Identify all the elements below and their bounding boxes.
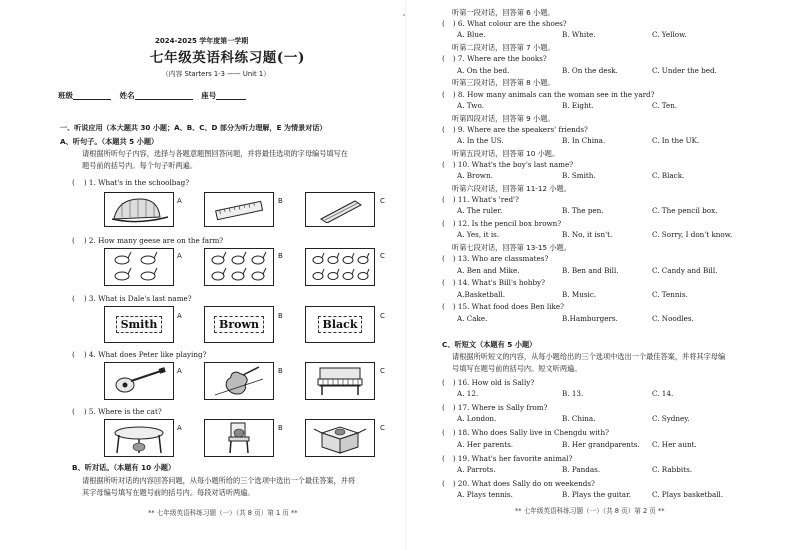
part-a-instruction-2: 题号前的括号内。每个句子听两遍。 bbox=[82, 161, 198, 170]
question-row bbox=[442, 479, 595, 488]
dialogue-note: 听第四段对话，回答第 9 小题。 bbox=[452, 113, 555, 123]
option-a[interactable]: A. Blue. bbox=[457, 30, 486, 40]
option-c[interactable]: C. Sorry, I don't know. bbox=[652, 230, 733, 240]
answer-close[interactable]: ) bbox=[83, 294, 87, 303]
answer-close[interactable]: ) bbox=[83, 407, 87, 416]
answer-open[interactable]: ( bbox=[442, 54, 445, 64]
answer-open[interactable]: ( bbox=[72, 236, 75, 245]
part-b-title: B、听对话。（本题有 10 小题） bbox=[72, 463, 176, 472]
option-a[interactable]: A. Her parents. bbox=[457, 439, 514, 449]
option-c[interactable]: C. Under the bed. bbox=[652, 65, 717, 75]
option-label-c: C bbox=[380, 424, 385, 432]
question-text: 19. What's her favorite animal? bbox=[457, 453, 573, 463]
class-label: 班级 bbox=[58, 91, 73, 100]
answer-open[interactable]: ( bbox=[442, 89, 445, 99]
dialogue-note: 听第二段对话，回答第 7 小题。 bbox=[452, 43, 555, 53]
ruler-icon bbox=[214, 198, 264, 222]
part-a-instruction: 请根据所听句子内容，选择与各题意题图回答问题，并将最佳选项的字母编号填写在 bbox=[82, 149, 348, 158]
name-card-black: Black bbox=[318, 316, 363, 334]
option-c[interactable]: C. 14. bbox=[652, 389, 674, 399]
option-a[interactable]: A. The ruler. bbox=[457, 206, 503, 216]
violin-icon bbox=[209, 365, 269, 397]
answer-open[interactable]: ( bbox=[442, 195, 445, 205]
option-label-b: B bbox=[278, 252, 283, 260]
option-image-b[interactable] bbox=[204, 248, 274, 286]
answer-open[interactable]: ( bbox=[442, 302, 445, 312]
option-image-a[interactable] bbox=[104, 248, 174, 286]
option-a[interactable]: A. 12. bbox=[457, 389, 479, 399]
option-a[interactable]: A. Parrots. bbox=[457, 464, 496, 474]
question-text: 5. Where is the cat? bbox=[88, 407, 162, 416]
option-label-a: A bbox=[177, 197, 182, 205]
geese-icon bbox=[108, 250, 170, 284]
option-label-c: C bbox=[380, 252, 385, 260]
question-text: 12. Is the pencil box brown? bbox=[457, 219, 562, 229]
info-fields bbox=[58, 91, 246, 100]
name-card-smith: Smith bbox=[116, 316, 163, 334]
piano-icon bbox=[312, 365, 368, 397]
part-a-title: A、听句子。（本题共 5 小题） bbox=[60, 137, 159, 146]
question-text: 3. What is Dale's last name? bbox=[88, 294, 192, 303]
option-image-c[interactable] bbox=[305, 306, 375, 343]
option-b[interactable]: B. Ben and Bill. bbox=[562, 265, 619, 275]
option-image-c[interactable] bbox=[305, 419, 375, 457]
answer-close[interactable]: ) bbox=[452, 302, 456, 312]
option-c[interactable]: C. Ten. bbox=[652, 100, 678, 110]
option-c[interactable]: C. Her aunt. bbox=[652, 439, 697, 449]
option-a[interactable]: A. Plays tennis. bbox=[457, 490, 513, 499]
answer-open[interactable]: ( bbox=[442, 19, 445, 29]
option-c[interactable]: C. Sydney. bbox=[652, 414, 690, 424]
answer-close[interactable]: ) bbox=[83, 236, 87, 245]
question-5 bbox=[72, 407, 162, 416]
answer-close[interactable]: ) bbox=[452, 254, 456, 264]
question-row bbox=[442, 90, 655, 99]
question-text: 18. Who does Sally live in Chengdu with? bbox=[457, 428, 609, 438]
question-text: 16. How old is Sally? bbox=[457, 378, 535, 387]
page-title: 七年级英语科练习题(一) bbox=[150, 50, 305, 66]
part-c-instruction: 请根据所听短文的内容，从每小题给出的三个选项中选出一个最佳答案，并将其字母编 bbox=[452, 352, 726, 361]
option-a[interactable]: A. Brown. bbox=[457, 171, 493, 181]
option-b[interactable]: B.Hamburgers. bbox=[562, 313, 618, 323]
answer-close[interactable]: ) bbox=[452, 89, 456, 99]
option-label-b: B bbox=[278, 424, 283, 432]
option-a[interactable]: A.Basketball. bbox=[457, 289, 505, 299]
scope-line: （内容 Starters 1-3 —— Unit 1） bbox=[162, 70, 270, 78]
question-row bbox=[442, 195, 519, 204]
option-c[interactable]: C. Rabbits. bbox=[652, 464, 693, 474]
option-c[interactable]: C. In the UK. bbox=[652, 136, 700, 145]
question-row bbox=[442, 19, 567, 28]
question-text: 2. How many geese are on the farm? bbox=[88, 236, 224, 245]
option-b[interactable]: B. Eight. bbox=[562, 100, 594, 110]
question-2 bbox=[72, 236, 223, 245]
question-text: 4. What does Peter like playing? bbox=[88, 350, 207, 359]
option-image-b[interactable] bbox=[204, 362, 274, 400]
geese-icon bbox=[309, 250, 371, 284]
answer-close[interactable]: ) bbox=[452, 453, 456, 463]
option-image-c[interactable] bbox=[305, 362, 375, 400]
answer-open[interactable]: ( bbox=[442, 254, 445, 264]
cap-icon bbox=[108, 195, 170, 225]
cat-in-box-icon bbox=[312, 421, 368, 455]
option-a[interactable]: A. London. bbox=[457, 414, 497, 424]
cat-on-chair-icon bbox=[219, 421, 259, 455]
answer-open[interactable]: ( bbox=[72, 294, 75, 303]
part-c-title: C、听短文（本题有 5 小题） bbox=[442, 340, 537, 349]
answer-close[interactable]: ) bbox=[452, 160, 456, 169]
option-b[interactable]: B. Smith. bbox=[562, 171, 596, 181]
question-row bbox=[442, 160, 573, 169]
option-c[interactable]: C. Candy and Bill. bbox=[652, 265, 718, 275]
answer-close[interactable]: ) bbox=[452, 403, 456, 413]
question-row bbox=[442, 403, 547, 412]
question-4 bbox=[72, 350, 206, 359]
pencil-case-icon bbox=[315, 197, 365, 223]
question-row bbox=[442, 125, 588, 134]
option-c[interactable]: C. Tennis. bbox=[652, 289, 688, 299]
question-text: 17. Where is Sally from? bbox=[457, 403, 548, 413]
page-fold bbox=[405, 0, 406, 550]
option-c[interactable]: C. Noodles. bbox=[652, 313, 694, 323]
option-image-a[interactable] bbox=[104, 362, 174, 400]
question-row bbox=[442, 428, 609, 437]
option-image-a[interactable] bbox=[104, 192, 174, 227]
dialogue-note: 听第六段对话，回答第 11-12 小题。 bbox=[452, 184, 571, 193]
name-label: 姓名 bbox=[119, 91, 135, 100]
answer-close[interactable]: ) bbox=[452, 219, 456, 229]
question-text: 15. What food does Ben like? bbox=[457, 302, 564, 312]
question-text: 10. What's the boy's last name? bbox=[457, 160, 574, 169]
page-footer-right: ** 七年级英语科练习题（一）（共 8 页）第 2 页 ** bbox=[515, 507, 665, 515]
part-b-instruction-2: 其字母编号填写在题号前的括号内。每段对话听两遍。 bbox=[82, 488, 255, 497]
answer-open[interactable]: ( bbox=[72, 178, 75, 187]
scan-speck bbox=[403, 14, 405, 16]
option-a[interactable]: A. On the bed. bbox=[457, 65, 510, 75]
class-field[interactable] bbox=[73, 92, 111, 100]
option-image-b[interactable] bbox=[204, 192, 274, 227]
option-b[interactable]: B. 13. bbox=[562, 389, 584, 399]
option-label-b: B bbox=[278, 197, 283, 205]
option-label-c: C bbox=[380, 312, 385, 320]
seat-label: 座号 bbox=[201, 91, 217, 100]
answer-close[interactable]: ) bbox=[452, 195, 456, 205]
question-row bbox=[442, 54, 547, 63]
dialogue-note: 听第七段对话，回答第 13-15 小题。 bbox=[452, 243, 571, 253]
option-b[interactable]: B. On the desk. bbox=[562, 65, 618, 75]
seat-field[interactable] bbox=[216, 92, 246, 100]
question-text: 9. Where are the speakers' friends? bbox=[457, 124, 588, 134]
option-c[interactable]: C. Plays basketball. bbox=[652, 490, 724, 499]
option-b[interactable]: B. Plays the guitar. bbox=[562, 490, 631, 499]
answer-close[interactable]: ) bbox=[452, 124, 456, 134]
option-image-b[interactable] bbox=[204, 419, 274, 457]
question-text: 20. What does Sally do on weekends? bbox=[457, 478, 595, 488]
answer-open[interactable]: ( bbox=[442, 403, 445, 413]
question-row bbox=[442, 254, 548, 263]
answer-open[interactable]: ( bbox=[442, 378, 445, 387]
answer-close[interactable]: ) bbox=[83, 350, 87, 359]
option-image-c[interactable] bbox=[305, 192, 375, 227]
answer-open[interactable]: ( bbox=[442, 124, 445, 134]
option-b[interactable]: B. In China. bbox=[562, 136, 606, 145]
question-text: 1. What's in the schoolbag? bbox=[88, 178, 190, 187]
question-row bbox=[442, 219, 561, 228]
question-row bbox=[442, 278, 545, 287]
option-image-a[interactable] bbox=[104, 419, 174, 457]
answer-open[interactable]: ( bbox=[442, 453, 445, 463]
question-text: 11. What's 'red'? bbox=[457, 195, 519, 205]
answer-open[interactable]: ( bbox=[442, 219, 445, 229]
option-a[interactable]: A. Two. bbox=[457, 100, 484, 110]
question-text: 8. How many animals can the woman see in the yard? bbox=[457, 89, 655, 99]
question-text: 6. What colour are the shoes? bbox=[457, 19, 567, 29]
answer-close[interactable]: ) bbox=[452, 428, 456, 438]
option-label-b: B bbox=[278, 367, 283, 375]
option-a[interactable]: A. Ben and Mike. bbox=[457, 265, 520, 275]
part-c-instruction-2: 号填写在题号前的括号内。短文听两遍。 bbox=[452, 364, 582, 373]
option-b[interactable]: B. Her grandparents. bbox=[562, 439, 640, 449]
option-b[interactable]: B. Pandas. bbox=[562, 464, 601, 474]
option-image-a[interactable] bbox=[104, 306, 174, 343]
option-c[interactable]: C. Black. bbox=[652, 171, 685, 181]
option-b[interactable]: B. Music. bbox=[562, 289, 597, 299]
question-row bbox=[442, 454, 572, 463]
answer-open[interactable]: ( bbox=[442, 478, 445, 488]
question-1 bbox=[72, 178, 189, 187]
question-row bbox=[442, 378, 534, 387]
question-text: 13. Who are classmates? bbox=[457, 254, 549, 264]
section-heading: 一、听说应用（本大题共 30 小题；A、B、C、D 部分为听力理解，E 为情景对话） bbox=[60, 123, 327, 132]
answer-close[interactable]: ) bbox=[452, 378, 456, 387]
option-image-b[interactable] bbox=[204, 306, 274, 343]
cat-on-table-icon bbox=[109, 421, 169, 455]
question-text: 14. What's Bill's hobby? bbox=[457, 278, 545, 288]
option-label-c: C bbox=[380, 197, 385, 205]
question-3 bbox=[72, 294, 192, 303]
option-label-c: C bbox=[380, 367, 385, 375]
answer-open[interactable]: ( bbox=[442, 160, 445, 169]
question-text: 7. Where are the books? bbox=[457, 54, 547, 64]
question-row bbox=[442, 302, 564, 311]
answer-close[interactable]: ) bbox=[452, 54, 456, 64]
option-c[interactable]: C. Yellow. bbox=[652, 30, 687, 40]
option-label-a: A bbox=[177, 312, 182, 320]
answer-close[interactable]: ) bbox=[452, 19, 456, 29]
option-b[interactable]: B. White. bbox=[562, 30, 596, 40]
dialogue-note: 听第三段对话，回答第 8 小题。 bbox=[452, 78, 555, 88]
answer-open[interactable]: ( bbox=[72, 407, 75, 416]
answer-open[interactable]: ( bbox=[72, 350, 75, 359]
guitar-icon bbox=[109, 365, 169, 397]
option-a[interactable]: A. Cake. bbox=[457, 313, 488, 323]
answer-close[interactable]: ) bbox=[452, 478, 456, 488]
geese-icon bbox=[208, 250, 270, 284]
option-label-a: A bbox=[177, 252, 182, 260]
option-a[interactable]: A. In the US. bbox=[457, 136, 504, 145]
name-card-brown: Brown bbox=[214, 316, 264, 334]
term-line: 2024-2025 学年度第一学期 bbox=[155, 37, 249, 45]
answer-open[interactable]: ( bbox=[442, 428, 445, 438]
option-b[interactable]: B. China. bbox=[562, 414, 596, 424]
dialogue-note: 听第一段对话，回答第 6 小题。 bbox=[452, 8, 555, 17]
answer-close[interactable]: ) bbox=[83, 178, 87, 187]
option-label-a: A bbox=[177, 367, 182, 375]
name-field[interactable] bbox=[135, 92, 193, 100]
dialogue-note: 听第五段对话，回答第 10 小题。 bbox=[452, 148, 560, 158]
option-b[interactable]: B. The pen. bbox=[562, 206, 604, 216]
answer-open[interactable]: ( bbox=[442, 278, 445, 288]
option-c[interactable]: C. The pencil box. bbox=[652, 206, 718, 216]
page-footer-left: ** 七年级英语科练习题（一）（共 8 页）第 1 页 ** bbox=[148, 509, 298, 517]
option-label-b: B bbox=[278, 312, 283, 320]
option-b[interactable]: B. No, it isn't. bbox=[562, 230, 613, 240]
option-label-a: A bbox=[177, 424, 182, 432]
answer-close[interactable]: ) bbox=[452, 278, 456, 288]
part-b-instruction: 请根据所听对话的内容回答问题，从每小题所给的三个选项中选出一个最佳答案，并将 bbox=[82, 476, 356, 485]
option-a[interactable]: A. Yes, it is. bbox=[457, 230, 500, 240]
option-image-c[interactable] bbox=[305, 248, 375, 286]
